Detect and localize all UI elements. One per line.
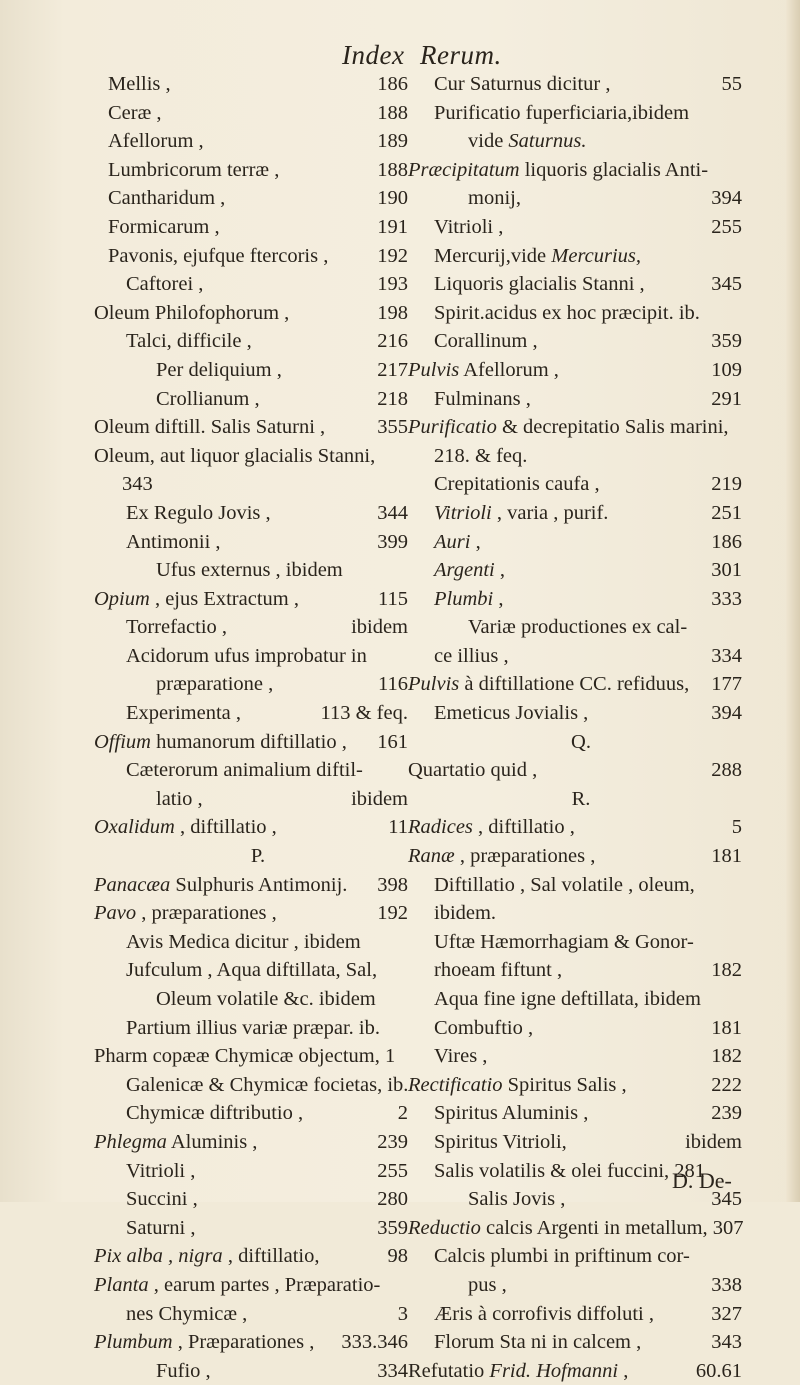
index-entry bbox=[420, 956, 742, 985]
index-entry bbox=[420, 70, 742, 99]
page-number: 288 bbox=[711, 759, 742, 782]
page-number: 116 bbox=[378, 673, 408, 696]
index-entry bbox=[108, 699, 408, 728]
entry-text: Quartatio quid , bbox=[408, 759, 538, 782]
entry-text: Pulvis à diftillatione CC. refiduus, bbox=[408, 673, 690, 696]
page-number: 181 bbox=[711, 1016, 742, 1039]
index-entry bbox=[420, 928, 742, 957]
entry-text: Florum Sta ni in calcem , bbox=[434, 1331, 642, 1354]
page-number: 161 bbox=[377, 730, 408, 753]
index-entry bbox=[108, 842, 408, 871]
index-entry bbox=[108, 156, 408, 185]
entry-text: Fulminans , bbox=[434, 387, 531, 410]
page-number: 115 bbox=[378, 587, 408, 610]
page-number: 251 bbox=[711, 501, 742, 524]
entry-text: ce illius , bbox=[434, 644, 509, 667]
entry-text: præparatione , bbox=[156, 673, 274, 696]
page-number: 333 bbox=[711, 587, 742, 610]
index-entry bbox=[420, 213, 742, 242]
page-number: 301 bbox=[711, 559, 742, 582]
index-entry bbox=[420, 242, 742, 271]
page-number: 191 bbox=[377, 215, 408, 238]
entry-text: Pulvis Afellorum , bbox=[408, 358, 559, 381]
page-number: 186 bbox=[377, 73, 408, 95]
entry-text: Rectificatio Spiritus Salis , bbox=[408, 1073, 627, 1096]
page-number: 188 bbox=[377, 158, 408, 181]
index-entry bbox=[108, 242, 408, 271]
index-entry bbox=[420, 442, 742, 471]
index-entry bbox=[420, 1014, 742, 1043]
index-entry bbox=[94, 442, 408, 471]
entry-text: latio , bbox=[156, 787, 203, 810]
entry-text: Spiritus Aluminis , bbox=[434, 1102, 589, 1125]
index-entry bbox=[108, 956, 408, 985]
index-entry bbox=[108, 327, 408, 356]
entry-text: Jufculum , Aqua diftillata, Sal, bbox=[126, 959, 378, 982]
index-entry bbox=[108, 70, 408, 99]
entry-text: Caftorei , bbox=[126, 273, 204, 296]
page-number: 192 bbox=[377, 244, 408, 267]
entry-text: Auri , bbox=[434, 530, 481, 553]
page-number: 177 bbox=[711, 673, 742, 696]
entry-text: Opium , ejus Extractum , bbox=[94, 587, 299, 610]
page-number: 219 bbox=[711, 473, 742, 496]
index-entry bbox=[420, 1328, 742, 1357]
index-entry bbox=[94, 1271, 408, 1300]
index-entry bbox=[108, 1099, 408, 1128]
entry-text: nes Chymicæ , bbox=[126, 1302, 248, 1325]
index-entry bbox=[408, 756, 742, 785]
entry-text: P. bbox=[250, 845, 266, 868]
index-entry bbox=[420, 99, 742, 128]
index-entry bbox=[108, 1300, 408, 1329]
entry-text: Experimenta , bbox=[126, 702, 241, 725]
index-entry bbox=[108, 127, 408, 156]
index-entry bbox=[420, 327, 742, 356]
index-entry bbox=[420, 470, 742, 499]
index-entry bbox=[108, 213, 408, 242]
index-column-left bbox=[94, 70, 409, 1385]
index-entry bbox=[108, 613, 408, 642]
catchword: D. De- bbox=[672, 1168, 732, 1193]
page-number: 338 bbox=[711, 1273, 742, 1296]
page-number: 198 bbox=[377, 301, 408, 324]
index-entry bbox=[420, 1128, 742, 1157]
header-rerum: Rerum. bbox=[420, 40, 502, 70]
entry-text: Liquoris glacialis Stanni , bbox=[434, 273, 645, 296]
page-number: 3 bbox=[397, 1302, 408, 1325]
entry-text: Præcipitatum liquoris glacialis Anti- bbox=[408, 158, 709, 181]
page-number: 398 bbox=[377, 873, 408, 896]
page-number: 359 bbox=[711, 330, 742, 353]
entry-text: Torrefactio , bbox=[126, 616, 228, 639]
entry-text: 218. & feq. bbox=[434, 444, 528, 467]
index-entry bbox=[108, 985, 408, 1014]
page-number: 189 bbox=[377, 130, 408, 153]
entry-text: Plumbum , Præparationes , bbox=[94, 1331, 315, 1354]
entry-text: vide Saturnus. bbox=[468, 130, 587, 153]
entry-text: Pix alba , nigra , diftillatio, bbox=[94, 1245, 320, 1268]
index-entry bbox=[420, 871, 742, 900]
index-entry bbox=[94, 813, 408, 842]
entry-text: Galenicæ & Chymicæ focietas, ib. bbox=[126, 1073, 409, 1096]
entry-text: Oxalidum , diftillatio , bbox=[94, 816, 277, 839]
page-number: 218 bbox=[377, 387, 408, 410]
index-entry bbox=[94, 299, 408, 328]
index-entry bbox=[108, 356, 408, 385]
entry-text: Fufio , bbox=[156, 1359, 211, 1382]
index-entry bbox=[108, 270, 408, 299]
entry-text: Mercurij,vide Mercurius, bbox=[434, 244, 642, 267]
entry-text: Ex Regulo Jovis , bbox=[126, 501, 271, 524]
page-number: 239 bbox=[711, 1102, 742, 1125]
entry-text: Argenti , bbox=[434, 559, 505, 582]
page-number: 399 bbox=[377, 530, 408, 553]
index-entry bbox=[420, 699, 742, 728]
index-entry bbox=[108, 1014, 408, 1043]
index-entry bbox=[108, 785, 408, 814]
page-number: 113 & feq. bbox=[320, 702, 408, 725]
index-entry bbox=[94, 728, 408, 757]
entry-text: Corallinum , bbox=[434, 330, 538, 353]
page-number: 186 bbox=[711, 530, 742, 553]
index-entry bbox=[94, 585, 408, 614]
entry-text: Pavo , præparationes , bbox=[94, 902, 277, 925]
page-number: 291 bbox=[711, 387, 742, 410]
entry-text: Q. bbox=[571, 730, 591, 753]
page-number: 334 bbox=[711, 644, 742, 667]
page-number: 11 bbox=[388, 816, 408, 839]
entry-text: Oleum, aut liquor glacialis Stanni, bbox=[94, 444, 376, 467]
index-entry bbox=[420, 499, 742, 528]
page-number: 181 bbox=[711, 845, 742, 868]
index-entry bbox=[108, 1357, 408, 1385]
index-entry bbox=[94, 1042, 408, 1071]
index-entry bbox=[94, 871, 408, 900]
index-entry bbox=[420, 1300, 742, 1329]
entry-text: Succini , bbox=[126, 1188, 198, 1211]
page-number: 216 bbox=[377, 330, 408, 353]
entry-text: Crepitationis caufa , bbox=[434, 473, 600, 496]
page-number: ibidem bbox=[351, 787, 408, 810]
index-entry bbox=[420, 899, 742, 928]
entry-text: Oleum volatile &c. ibidem bbox=[156, 988, 376, 1010]
entry-text: Emeticus Jovialis , bbox=[434, 702, 589, 725]
page-number: 55 bbox=[721, 73, 742, 95]
entry-text: monij, bbox=[468, 187, 521, 210]
entry-text: Spirit.acidus ex hoc præcipit. ib. bbox=[434, 301, 700, 324]
entry-text: Aqua fine igne deftillata, ibidem bbox=[434, 988, 701, 1010]
page-number: 280 bbox=[377, 1188, 408, 1211]
page-number: 239 bbox=[377, 1130, 408, 1153]
page-number: 60.61 bbox=[695, 1359, 742, 1382]
page-number: ibidem bbox=[351, 616, 408, 639]
entry-text: Spiritus Vitrioli, bbox=[434, 1130, 567, 1153]
entry-text: ibidem. bbox=[434, 902, 497, 925]
page-number: 344 bbox=[377, 501, 408, 524]
index-entry bbox=[420, 785, 742, 814]
index-entry bbox=[408, 156, 742, 185]
entry-text: Uftæ Hæmorrhagiam & Gonor- bbox=[434, 930, 694, 953]
entry-text: Partium illius variæ præpar. ib. bbox=[126, 1016, 380, 1039]
entry-text: Cur Saturnus dicitur , bbox=[434, 73, 611, 95]
entry-text: Oleum diftill. Salis Saturni , bbox=[94, 416, 326, 439]
entry-text: Cæterorum animalium diftil- bbox=[126, 759, 363, 782]
entry-text: Talci, difficile , bbox=[126, 330, 252, 353]
index-entry bbox=[94, 1242, 408, 1271]
page-number: 2 bbox=[397, 1102, 408, 1125]
page-edge bbox=[786, 0, 800, 1202]
page-number: 192 bbox=[377, 902, 408, 925]
index-entry bbox=[420, 642, 742, 671]
index-entry bbox=[420, 585, 742, 614]
entry-text: Antimonii , bbox=[126, 530, 221, 553]
entry-text: Vires , bbox=[434, 1045, 488, 1068]
entry-text: Acidorum ufus improbatur in bbox=[126, 644, 367, 667]
index-entry bbox=[108, 528, 408, 557]
index-entry bbox=[420, 1271, 742, 1300]
page-number: 334 bbox=[377, 1359, 408, 1382]
index-entry bbox=[408, 842, 742, 871]
index-entry bbox=[94, 899, 408, 928]
index-entry bbox=[420, 385, 742, 414]
page-number: 343 bbox=[711, 1331, 742, 1354]
index-entry bbox=[108, 928, 408, 957]
index-entry bbox=[408, 1071, 742, 1100]
entry-text: Vitrioli , varia , purif. bbox=[434, 501, 609, 524]
entry-text: Crollianum , bbox=[156, 387, 260, 410]
index-entry bbox=[408, 813, 742, 842]
entry-text: Purificatio fuperficiaria,ibidem bbox=[434, 101, 690, 124]
page-number: 327 bbox=[711, 1302, 742, 1325]
entry-text: Chymicæ diftributio , bbox=[126, 1102, 304, 1125]
index-entry bbox=[420, 127, 742, 156]
index-entry bbox=[420, 270, 742, 299]
index-entry bbox=[108, 499, 408, 528]
index-entry bbox=[420, 728, 742, 757]
entry-text: R. bbox=[571, 787, 591, 810]
index-entry bbox=[408, 413, 742, 442]
index-entry bbox=[408, 1214, 744, 1243]
entry-text: Æris à corrofivis diffoluti , bbox=[434, 1302, 654, 1325]
entry-text: Mellis , bbox=[108, 73, 171, 95]
entry-text: Per deliquium , bbox=[156, 358, 282, 381]
header-index: Index bbox=[342, 40, 405, 70]
entry-text: Panacæa Sulphuris Antimonij. bbox=[94, 873, 348, 896]
index-entry bbox=[94, 1328, 408, 1357]
index-entry bbox=[94, 413, 408, 442]
entry-text: Calcis plumbi in priftinum cor- bbox=[434, 1245, 690, 1268]
entry-text: Lumbricorum terræ , bbox=[108, 158, 280, 181]
entry-text: rhoeam fiftunt , bbox=[434, 959, 563, 982]
index-entry bbox=[108, 670, 408, 699]
page-number: ibidem bbox=[685, 1130, 742, 1153]
entry-text: Avis Medica dicitur , ibidem bbox=[126, 930, 361, 953]
entry-text: Saturni , bbox=[126, 1216, 196, 1239]
page-number: 359 bbox=[377, 1216, 408, 1239]
index-entry bbox=[408, 670, 742, 699]
page-number: 255 bbox=[711, 215, 742, 238]
index-entry bbox=[108, 1214, 408, 1243]
page-number: 5 bbox=[731, 816, 742, 839]
index-entry bbox=[408, 356, 742, 385]
entry-text: Vitrioli , bbox=[126, 1159, 196, 1182]
page-number: 355 bbox=[377, 416, 408, 439]
entry-text: Ceræ , bbox=[108, 101, 162, 124]
index-entry bbox=[420, 299, 742, 328]
page-number: 222 bbox=[711, 1073, 742, 1096]
page-number: 190 bbox=[377, 187, 408, 210]
entry-text: Oleum Philofophorum , bbox=[94, 301, 290, 324]
page-number: 109 bbox=[711, 358, 742, 381]
entry-text: Ufus externus , ibidem bbox=[156, 559, 343, 582]
entry-text: Pavonis, ejufque ftercoris , bbox=[108, 244, 329, 267]
entry-text: Diftillatio , Sal volatile , oleum, bbox=[434, 873, 695, 896]
index-entry bbox=[408, 1357, 742, 1385]
index-entry bbox=[420, 528, 742, 557]
entry-text: Refutatio Frid. Hofmanni , bbox=[408, 1359, 629, 1382]
page-number: 255 bbox=[377, 1159, 408, 1182]
index-entry bbox=[108, 1185, 408, 1214]
index-entry bbox=[108, 556, 408, 585]
entry-text: 343 bbox=[122, 473, 153, 496]
index-entry bbox=[94, 1128, 408, 1157]
index-entry bbox=[420, 1042, 742, 1071]
page-number: 345 bbox=[711, 273, 742, 296]
entry-text: Formicarum , bbox=[108, 215, 220, 238]
entry-text: Planta , earum partes , Præparatio- bbox=[94, 1273, 381, 1296]
entry-text: Cantharidum , bbox=[108, 187, 226, 210]
entry-text: Phlegma Aluminis , bbox=[94, 1130, 258, 1153]
index-entry bbox=[420, 985, 742, 1014]
page-number: 394 bbox=[711, 187, 742, 210]
entry-text: pus , bbox=[468, 1273, 507, 1296]
index-entry bbox=[108, 470, 408, 499]
entry-text: Salis Jovis , bbox=[468, 1188, 566, 1211]
page-number: 98 bbox=[387, 1245, 408, 1268]
index-entry bbox=[108, 756, 408, 785]
page-number: 217 bbox=[377, 358, 408, 381]
index-entry bbox=[108, 385, 408, 414]
entry-text: Vitrioli , bbox=[434, 215, 504, 238]
index-entry bbox=[420, 184, 742, 213]
page-number: 182 bbox=[711, 1045, 742, 1068]
index-entry bbox=[420, 613, 742, 642]
page-number: 188 bbox=[377, 101, 408, 124]
index-entry bbox=[108, 1071, 408, 1100]
index-entry bbox=[108, 642, 408, 671]
entry-text: Afellorum , bbox=[108, 130, 204, 153]
index-entry bbox=[108, 99, 408, 128]
entry-text: Reductio calcis Argenti in metallum, 307 bbox=[408, 1216, 744, 1239]
index-entry bbox=[108, 184, 408, 213]
entry-text: Purificatio & decrepitatio Salis marini, bbox=[408, 416, 729, 439]
index-entry bbox=[420, 556, 742, 585]
index-entry bbox=[108, 1157, 408, 1186]
page-number: 193 bbox=[377, 273, 408, 296]
entry-text: Variæ productiones ex cal- bbox=[468, 616, 688, 639]
index-entry bbox=[420, 1242, 742, 1271]
page-number: 333.346 bbox=[341, 1331, 408, 1354]
index-entry bbox=[420, 1099, 742, 1128]
entry-text: Combuftio , bbox=[434, 1016, 534, 1039]
entry-text: Salis volatilis & olei fuccini, 281 bbox=[434, 1159, 706, 1182]
entry-text: Ranæ , præparationes , bbox=[408, 845, 596, 868]
entry-text: Offium humanorum diftillatio , bbox=[94, 730, 347, 753]
entry-text: Plumbi , bbox=[434, 587, 504, 610]
entry-text: Radices , diftillatio , bbox=[408, 816, 575, 839]
entry-text: Pharm copææ Chymicæ objectum, 1 bbox=[94, 1045, 396, 1068]
page-number: 345 bbox=[711, 1188, 742, 1211]
page-number: 394 bbox=[711, 702, 742, 725]
page-number: 182 bbox=[711, 959, 742, 982]
